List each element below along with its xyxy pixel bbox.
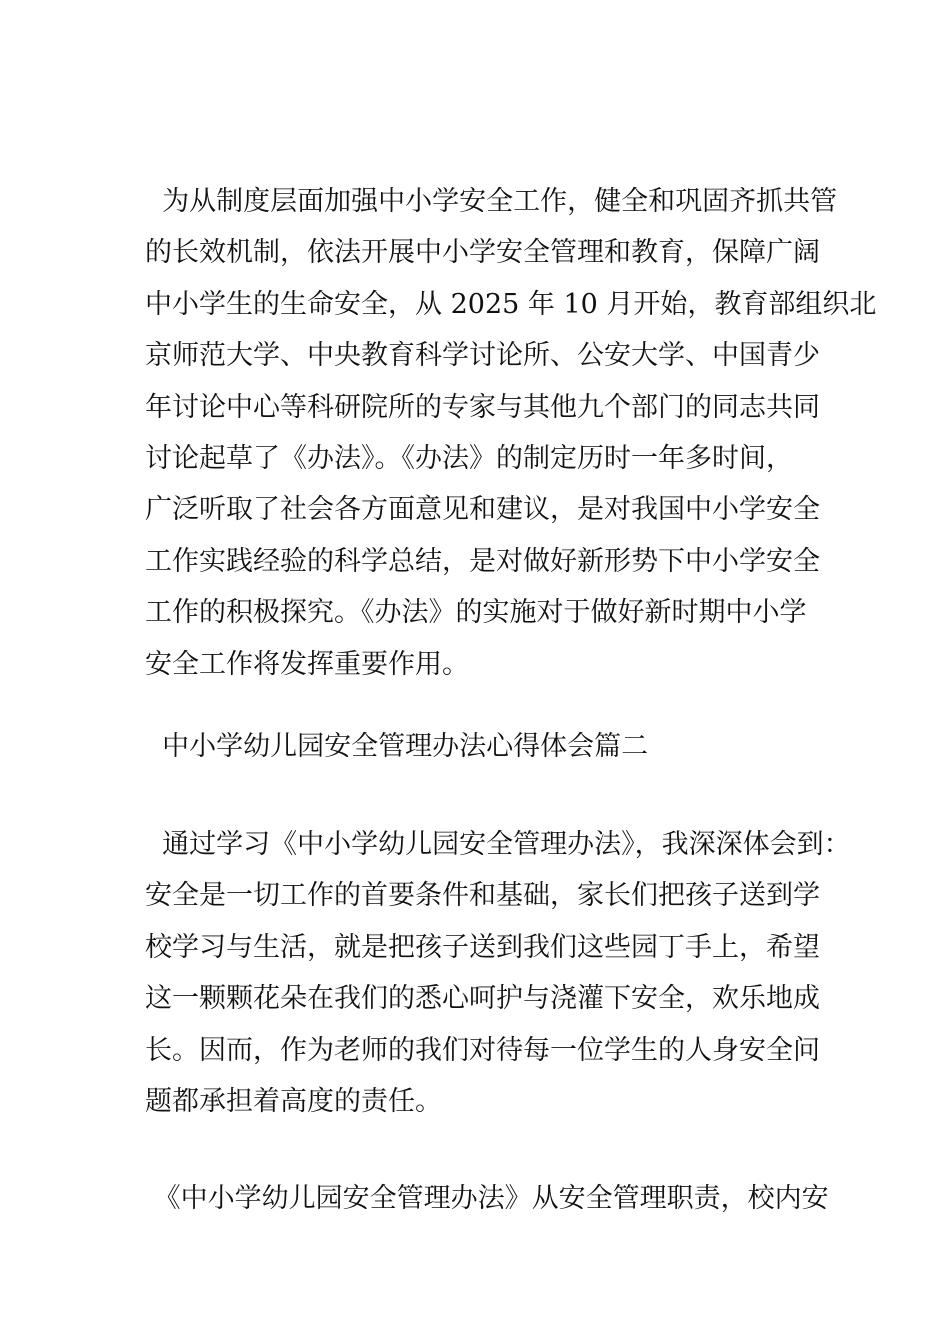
paragraph-1 (145, 176, 877, 690)
section-heading (145, 721, 810, 772)
paragraph-line: 的长效机制，依法开展中小学安全管理和教育，保障广阔 (145, 237, 820, 269)
paragraph-line: 年讨论中心等科研院所的专家与其他九个部门的同志共同 (145, 391, 820, 423)
paragraph-line: 通过学习《中小学幼儿园安全管理办法》，我深深体会到： (145, 829, 851, 860)
paragraph-line: 这一颗颗花朵在我们的悉心呵护与浇灌下安全，欢乐地成 (145, 983, 820, 1015)
paragraph-line: 京师范大学、中央教育科学讨论所、公安大学、中国青少 (145, 340, 820, 372)
paragraph-line: 长。因而，作为老师的我们对待每一位学生的人身安全问 (145, 1034, 820, 1066)
paragraph-line: 《中小学幼儿园安全管理办法》从安全管理职责，校内安 (145, 1183, 829, 1214)
paragraph-line: 安全是一切工作的首要条件和基础，家长们把孩子送到学 (145, 880, 820, 912)
paragraph-line: 中小学生的生命安全，从 2025 年 10 月开始，教育部组织北 (145, 288, 877, 320)
paragraph-line: 工作的积极探究。《办法》的实施对于做好新时期中小学 (145, 597, 807, 629)
paragraph-line: 为从制度层面加强中小学安全工作，健全和巩固齐抓共管 (145, 186, 838, 217)
paragraph-line: 题都承担着高度的责任。 (145, 1086, 442, 1118)
paragraph-line: 广泛听取了社会各方面意见和建议，是对我国中小学安全 (145, 494, 820, 526)
heading-text: 中小学幼儿园安全管理办法心得体会篇二 (145, 731, 649, 762)
paragraph-line: 工作实践经验的科学总结，是对做好新形势下中小学安全 (145, 545, 820, 577)
paragraph-line: 安全工作将发挥重要作用。 (145, 648, 469, 680)
paragraph-2 (145, 819, 851, 1127)
paragraph-line: 校学习与生活，就是把孩子送到我们这些园丁手上，希望 (145, 931, 820, 963)
paragraph-line: 讨论起草了《办法》。《办法》的制定历时一年多时间， (145, 443, 793, 475)
paragraph-3 (145, 1173, 829, 1224)
